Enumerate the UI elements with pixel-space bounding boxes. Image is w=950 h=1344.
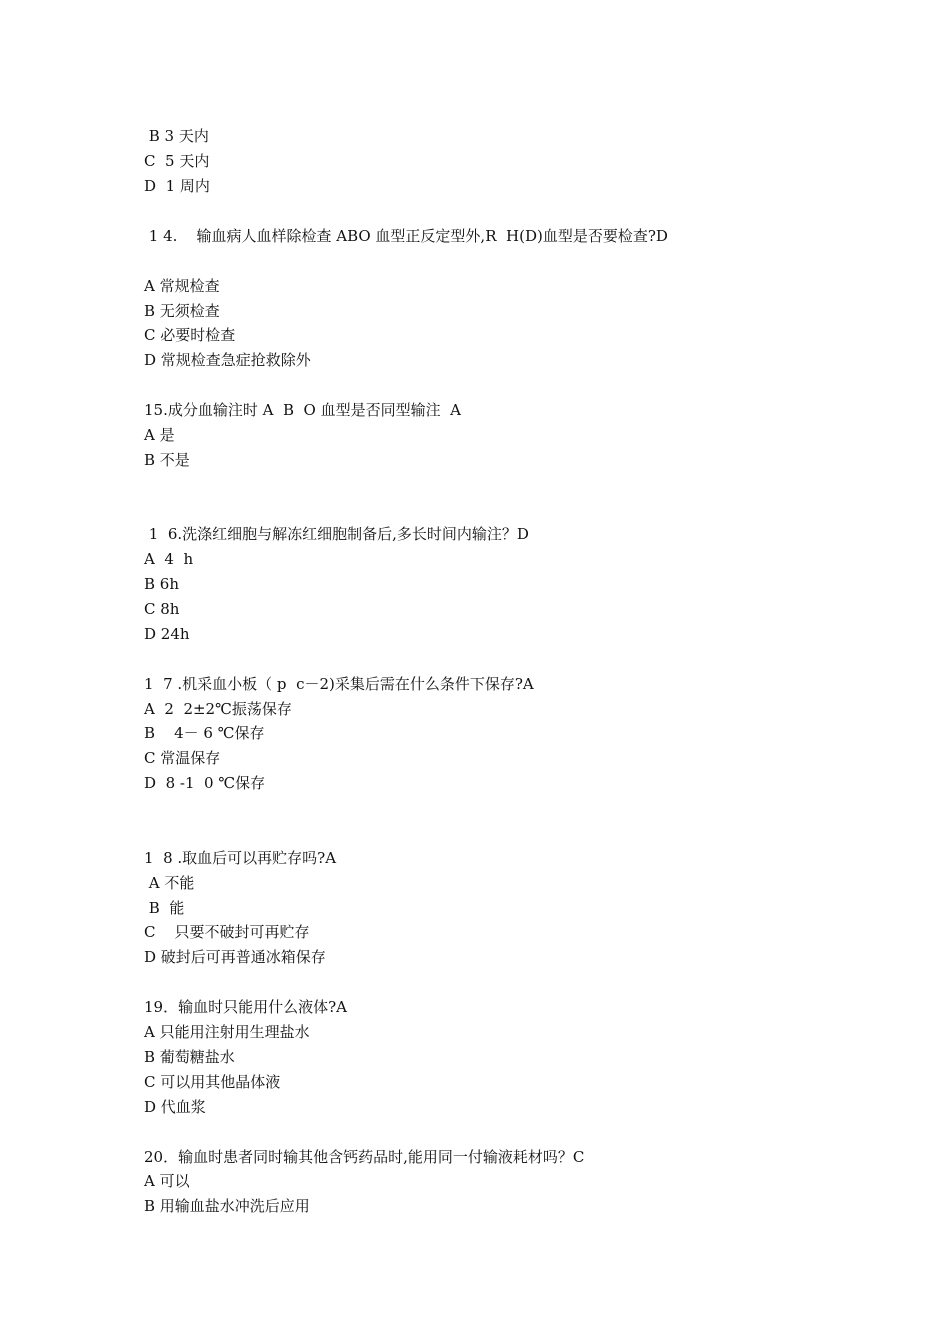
- question-16: 1 6.洗涤红细胞与解冻红细胞制备后,多长时间内输注？D: [144, 525, 529, 543]
- option-line: D 1 周内: [144, 177, 210, 195]
- question-19: 19．输血时只能用什么液体?A: [144, 998, 347, 1016]
- option-line: D 破封后可再普通冰箱保存: [144, 948, 326, 966]
- option-line: B 不是: [144, 451, 190, 469]
- option-line: B 能: [144, 899, 185, 917]
- option-line: B 6h: [144, 575, 179, 593]
- option-line: D 8 -1 0 ℃保存: [144, 774, 266, 792]
- option-line: D 常规检查急症抢救除外: [144, 351, 311, 369]
- option-line: C 5 天内: [144, 152, 210, 170]
- option-line: A 不能: [144, 874, 195, 892]
- option-line: C 8h: [144, 600, 180, 618]
- option-line: A 2 2±2℃振荡保存: [144, 700, 292, 718]
- option-line: C 只要不破封可再贮存: [144, 923, 310, 941]
- option-line: A 4 h: [144, 550, 194, 568]
- question-17: 1 7 .机采血小板（ p c－2)采集后需在什么条件下保存?A: [144, 675, 534, 693]
- question-15: 15.成分血输注时 A B O 血型是否同型输注 A: [144, 401, 461, 419]
- option-line: D 代血浆: [144, 1098, 206, 1116]
- option-line: B 葡萄糖盐水: [144, 1048, 235, 1066]
- question-14: 1 4. 输血病人血样除检查 ABO 血型正反定型外,R H(D)血型是否要检查?D: [144, 227, 668, 245]
- option-line: C 常温保存: [144, 749, 221, 767]
- option-line: C 可以用其他晶体液: [144, 1073, 281, 1091]
- option-line: A 可以: [144, 1172, 190, 1190]
- option-line: B 无须检查: [144, 302, 220, 320]
- option-line: A 是: [144, 426, 175, 444]
- question-18: 1 8 .取血后可以再贮存吗?A: [144, 849, 337, 867]
- option-line: B 3 天内: [144, 127, 209, 145]
- question-20: 20．输血时患者同时输其他含钙药品时,能用同一付输液耗材吗？C: [144, 1148, 585, 1166]
- option-line: A 常规检查: [144, 277, 220, 295]
- option-line: A 只能用注射用生理盐水: [144, 1023, 310, 1041]
- option-line: D 24h: [144, 625, 190, 643]
- option-line: B 用输血盐水冲洗后应用: [144, 1197, 310, 1215]
- option-line: C 必要时检查: [144, 326, 236, 344]
- option-line: B 4－ 6 ℃保存: [144, 724, 265, 742]
